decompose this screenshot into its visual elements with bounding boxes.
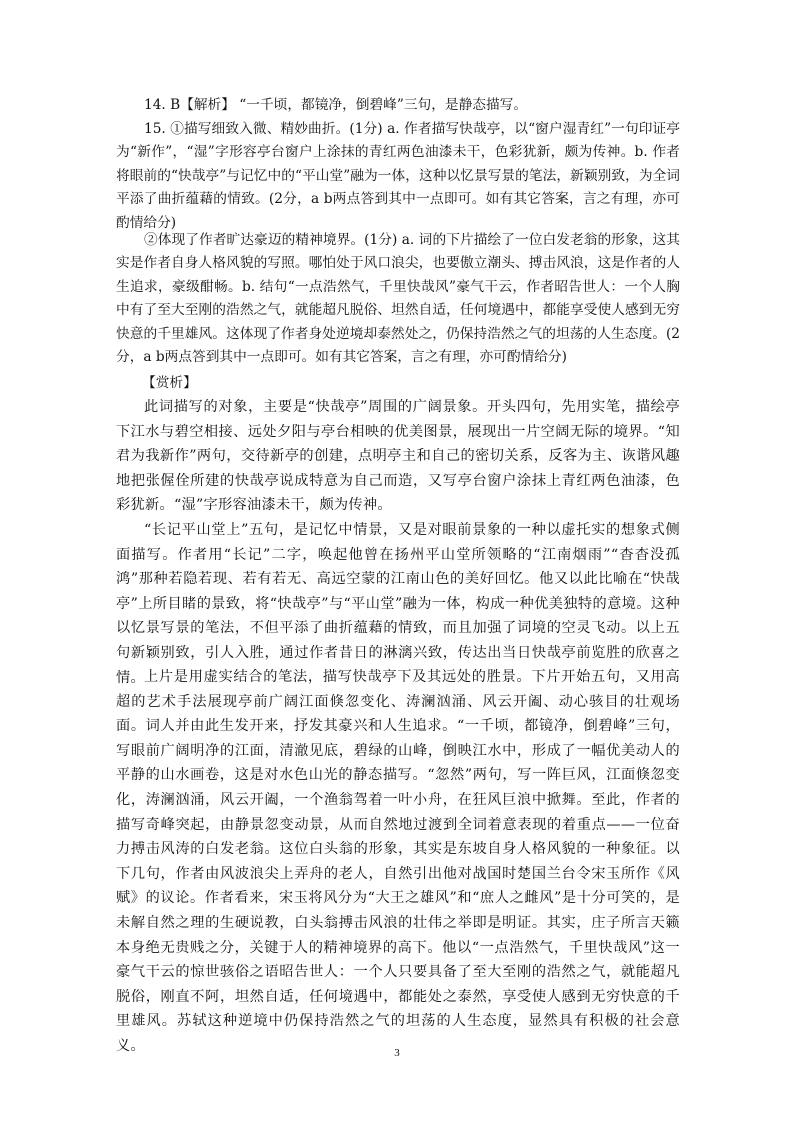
answer-14: 14. B【解析】 “一千顷，都镜净，倒碧峰”三句，是静态描写。 [144, 97, 528, 113]
answer-15-part-1: 15. ①描写细致入微、精妙曲折。(1分) a. 作者描写快哉亭，以“窗户湿青红”一句印证亭为“新作”，“湿”字形容亭台窗户上涂抹的青红两色油漆未干，色彩犹新，颇为传神。b. 作者将眼前的“快哉亭”与记忆中的“平山堂”融为一体，这种以忆景写景的笔法，新颖别致，为全词平添了曲折蕴藉的情致。(2分，a b两点答到其中一点即可。如有其它答案，言之有理，亦可酌情给分) [116, 121, 680, 231]
appreciation-paragraph-2: “长记平山堂上”五句，是记忆中情景，又是对眼前景象的一种以虚托实的想象式侧面描写。作者用“长记”二字，唤起他曾在扬州平山堂所领略的“江南烟雨”“杳杳没孤鸿”那种若隐若现、若有若无、高远空蒙的江南山色的美好回忆。他又以此比喻在“快哉亭”上所目睹的景致，将“快哉亭”与“平山堂”融为一体，构成一种优美独特的意境。这种以忆景写景的笔法，不但平添了曲折蕴藉的情致，而且加强了词境的空灵飞动。以上五句新颖别致，引人入胜，通过作者昔日的淋漓兴致，传达出当日快哉亭前览胜的欣喜之情。 [116, 522, 680, 686]
appreciation-paragraph-1: 此词描写的对象，主要是“快哉亭”周围的广阔景象。开头四句，先用实笔，描绘亭下江水与碧空相接、远处夕阳与亭台相映的优美图景，展现出一片空阔无际的境界。“知君为我新作”两句，交待新亭的创建，点明亭主和自己的密切关系，反客为主、诙谐风趣地把张偓佺所建的快哉亭说成特意为自己而造，又写亭台窗户涂抹上青红两色油漆，色彩犹新。“湿”字形容油漆未干，颇为传神。 [116, 399, 680, 514]
appreciation-heading: 【赏析】 [142, 375, 197, 391]
page-number: 3 [394, 1047, 400, 1059]
appreciation-paragraph-3: 上片是用虚实结合的笔法，描写快哉亭下及其远处的胜景。下片开始五句，又用高超的艺术手法展现亭前广阔江面倏忽变化、涛澜汹涌、风云开阖、动心骇目的壮观场面。词人并由此生发开来，抒发其豪兴和人生追求。“一千顷，都镜净，倒碧峰”三句，写眼前广阔明净的江面，清澈见底，碧绿的山峰，倒映江水中，形成了一幅优美动人的平静的山水画卷，这是对水色山光的静态描写。“忽然”两句，写一阵巨风，江面倏忽变化，涛澜汹涌，风云开阖，一个渔翁驾着一叶小舟，在狂风巨浪中掀舞。至此，作者的描写奇峰突起，由静景忽变动景，从而自然地过渡到全词着意表现的着重点——一位奋力搏击风涛的白发老翁。这位白头翁的形象，其实是东坡自身人格风貌的一种象征。以下几句，作者由风波浪尖上弄舟的老人，自然引出他对战国时楚国兰台令宋玉所作《风赋》的议论。作者看来，宋玉将风分为“大王之雄风”和“庶人之雌风”是十分可笑的，是未解自然之理的生硬说教，白头翁搏击风浪的壮伟之举即是明证。其实，庄子所言天籁本身绝无贵贱之分，关键于人的精神境界的高下。他以“一点浩然气，千里快哉风”这一豪气干云的惊世骇俗之语昭告世人：一个人只要具备了至大至刚的浩然之气，就能超凡脱俗，刚直不阿，坦然自适，任何境遇中，都能处之泰然，享受使人感到无穷快意的千里雄风。苏轼这种逆境中仍保持浩然之气的坦荡的人生态度，显然具有积极的社会意义。 [116, 669, 680, 1054]
answer-15-part-2: ②体现了作者旷达豪迈的精神境界。(1分) a. 词的下片描绘了一位白发老翁的形象，这其实是作者自身人格风貌的写照。哪怕处于风口浪尖，也要傲立潮头、搏击风浪，这是作者的人生追求，豪级酣畅。b. 结句“一点浩然气，千里快哉风”豪气干云，作者昭告世人：一个人胸中有了至大至刚的浩然之气，就能超凡脱俗、坦然自适，任何境遇中，都能享受使人感到无穷快意的千里雄风。这体现了作者身处逆境却泰然处之，仍保持浩然之气的坦荡的人生态度。(2分，a b两点答到其中一点即可。如有其它答案，言之有理，亦可酌情给分) [116, 232, 680, 366]
